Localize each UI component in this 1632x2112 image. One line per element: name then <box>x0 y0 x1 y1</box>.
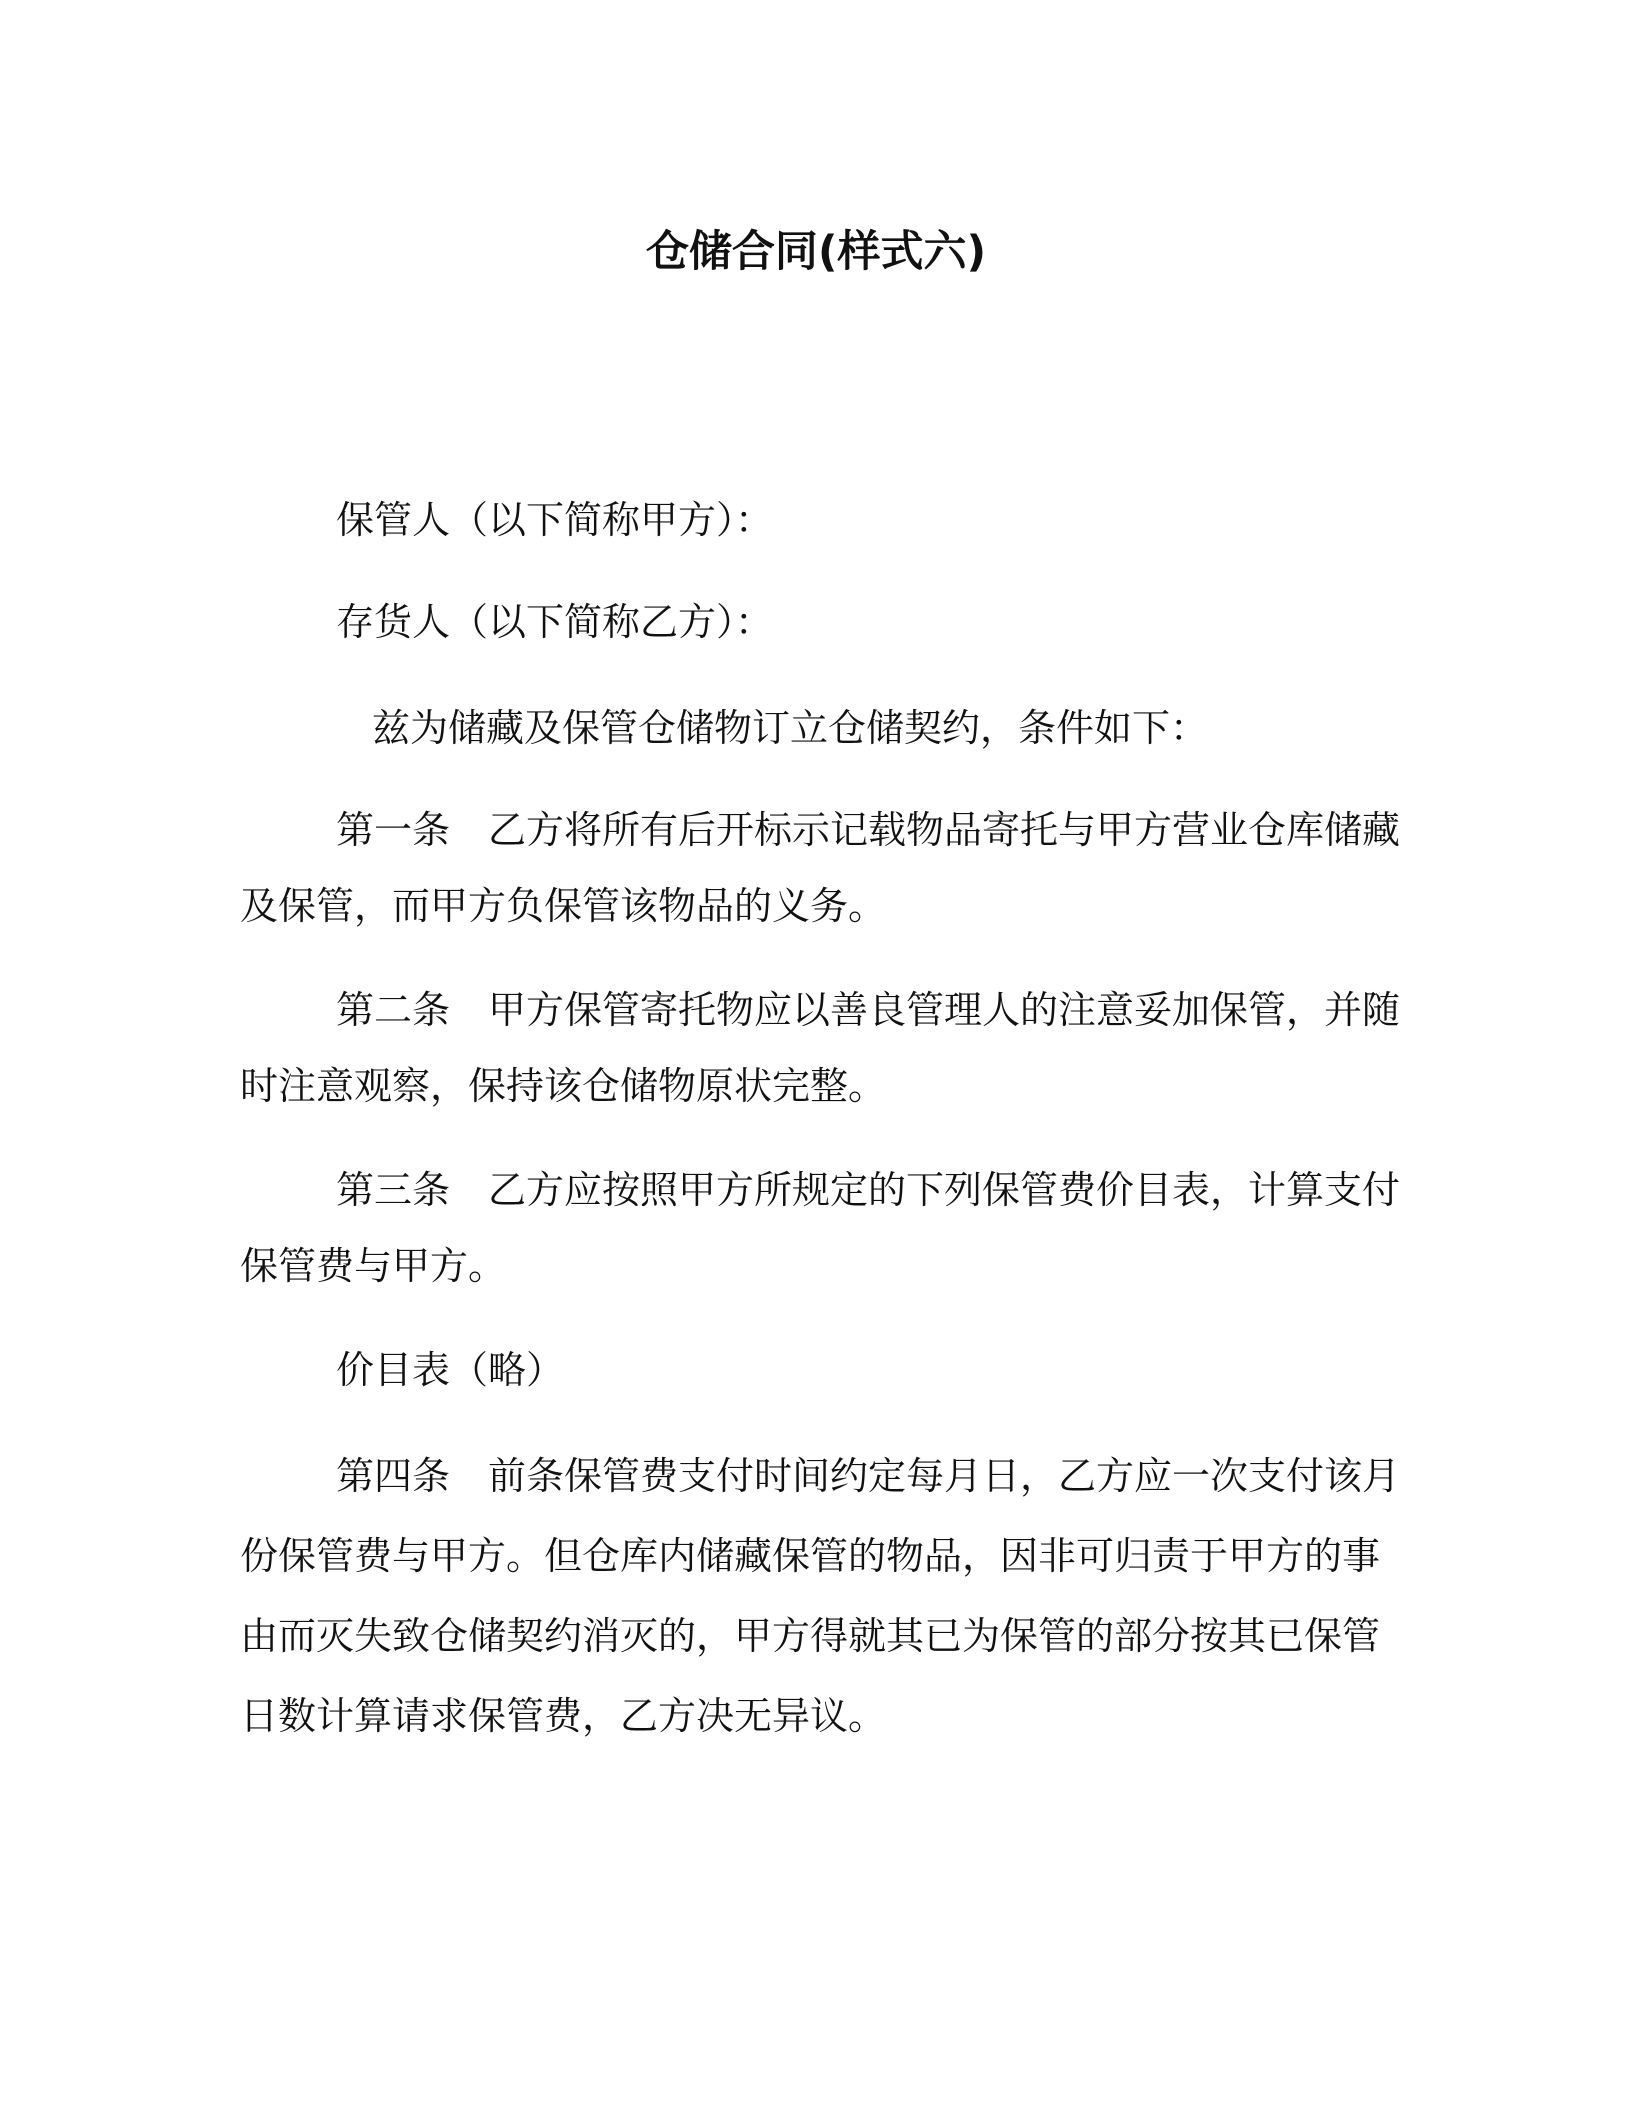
article4-line2: 份保管费与甲方。但仓库内储藏保管的物品，因非可归责于甲方的事 <box>240 1534 1381 1578</box>
article3-text1: 乙方应按照甲方所规定的下列保管费价目表，计算支付 <box>488 1168 1401 1212</box>
article4-line4: 日数计算请求保管费，乙方决无异议。 <box>240 1694 887 1738</box>
article3-line2: 保管费与甲方。 <box>240 1244 507 1288</box>
article2-text1: 甲方保管寄托物应以善良管理人的注意妥加保管，并随 <box>488 988 1401 1032</box>
article1-line1 <box>336 800 1476 860</box>
article1-text1: 乙方将所有后开标示记载物品寄托与甲方营业仓库储藏 <box>488 808 1401 852</box>
price-table-line: 价目表（略） <box>336 1348 565 1392</box>
article4-line3: 由而灭失致仓储契约消灭的，甲方得就其已为保管的部分按其已保管 <box>240 1614 1381 1658</box>
intro-line: 兹为储藏及保管仓储物订立仓储契约，条件如下： <box>372 706 1209 750</box>
article2-line1 <box>336 980 1476 1040</box>
article4-label: 第四条 <box>336 1454 451 1498</box>
article4-text1: 前条保管费支付时间约定每月日，乙方应一次支付该月 <box>488 1454 1401 1498</box>
custodian-line: 保管人（以下简称甲方）： <box>336 498 774 542</box>
article3-label: 第三条 <box>336 1168 451 1212</box>
article1-label: 第一条 <box>336 808 451 852</box>
article3-line1 <box>336 1160 1476 1220</box>
depositor-line: 存货人（以下简称乙方）： <box>336 600 774 644</box>
article2-label: 第二条 <box>336 988 451 1032</box>
document-title: 仓储合同(样式六) <box>645 227 987 277</box>
article4-line1 <box>336 1446 1476 1506</box>
article1-line2: 及保管，而甲方负保管该物品的义务。 <box>240 884 887 928</box>
article2-line2: 时注意观察，保持该仓储物原状完整。 <box>240 1064 887 1108</box>
